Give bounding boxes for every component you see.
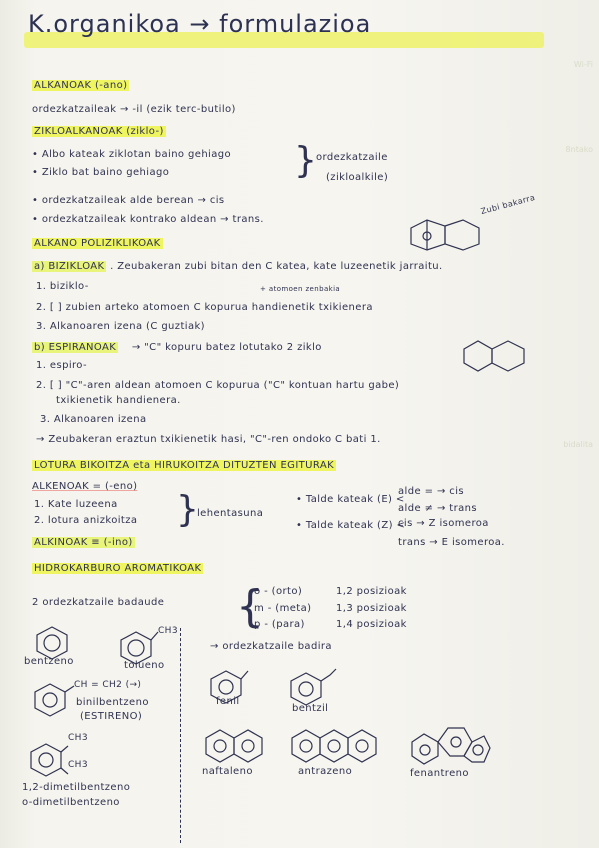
isomer-rule: • Talde kateak (E) < xyxy=(296,494,405,505)
styrene-arrow: (→) xyxy=(125,680,142,690)
section-lotura xyxy=(32,460,336,471)
naphthalene-label: naftaleno xyxy=(202,766,253,777)
aromatiko-header: HIDROKARBURO AROMATIKOAK xyxy=(34,563,202,574)
phenanthrene-icon xyxy=(400,722,490,766)
styrene-formula xyxy=(74,680,141,690)
spiro-structure-icon xyxy=(458,335,548,371)
anthracene-icon xyxy=(292,728,380,764)
ch3-label: CH3 xyxy=(68,733,88,743)
ghost-text: 8ntako xyxy=(565,145,593,154)
isomer-rule: cis → Z isomeroa xyxy=(398,518,489,529)
page-title: K.organikoa → formulazioa xyxy=(28,10,372,38)
meta-positions: 1,3 posizioak xyxy=(336,603,407,614)
xylene-common: o-dimetilbentzeno xyxy=(22,797,120,808)
phenanthrene-label: fenantreno xyxy=(410,768,469,779)
bizikloak-desc: . Zeubakeran zubi bitan den C katea, kate luzeenetik jarraitu. xyxy=(110,261,443,272)
alkanoak-line: ordezkatzaileak → -il (ezik terc-butilo) xyxy=(32,104,236,115)
ghost-text: bidalita xyxy=(563,440,593,449)
bizikloak-step: 3. Alkanoaren izena (C guztiak) xyxy=(36,321,205,332)
bizikloak-step: 1. biziklo- xyxy=(36,281,89,292)
bizikloak-label: a) BIZIKLOAK xyxy=(34,261,105,272)
isomer-rule: alde = → cis xyxy=(398,486,464,497)
espiranoak-desc: → "C" kopuru batez lotutako 2 ziklo xyxy=(131,342,322,353)
alkenoak-line xyxy=(32,481,137,492)
alkanoak-header: ALKANOAK (-ano) xyxy=(34,80,128,91)
ghost-text: Wi-Fi xyxy=(573,60,593,69)
as-substituent-note: → ordezkatzaile badira xyxy=(210,641,332,652)
section-aromatiko xyxy=(32,563,203,574)
styrene-name: binilbentzeno xyxy=(76,697,149,708)
toluene-label: tolueno xyxy=(124,660,165,671)
styrene-icon xyxy=(34,680,74,716)
benzyl-label: bentzil xyxy=(292,703,329,714)
isomer-rule: • Talde kateak (Z) < xyxy=(296,520,406,531)
isomer-rule: alde ≠ → trans xyxy=(398,503,478,514)
prefix-ortho: o - (orto) xyxy=(254,586,303,597)
benzyl-icon xyxy=(290,665,340,705)
xylene-name: 1,2-dimetilbentzeno xyxy=(22,782,131,793)
disubstituted-label: 2 ordezkatzaile badaude xyxy=(32,597,165,608)
espiranoak-line xyxy=(32,342,322,353)
ziklo-bullet: • Ziklo bat baino gehiago xyxy=(32,167,170,178)
isomer-rule: trans → E isomeroa. xyxy=(398,537,505,548)
lotura-header: LOTURA BIKOITZA eta HIRUKOITZA DITUZTEN EGITURAK xyxy=(34,460,335,471)
naphthalene-icon xyxy=(206,728,266,764)
phenyl-label: fenil xyxy=(216,696,240,707)
espiranoak-step: txikienetik handienera. xyxy=(56,395,181,406)
section-zikloalkanoak xyxy=(32,126,166,137)
espiranoak-step: 2. [ ] "C"-aren aldean atomoen C kopurua ("C" kontuan hartu gabe) xyxy=(36,380,400,391)
ziklo-bullet: • Albo kateak ziklotan baino gehiago xyxy=(32,149,232,160)
anthracene-label: antrazeno xyxy=(298,766,353,777)
ziklo-bullet: • ordezkatzaileak kontrako aldean → trans. xyxy=(32,214,264,225)
xylene-icon xyxy=(30,738,70,778)
ring-note: Zubi bakarra xyxy=(479,192,537,217)
toluene-icon xyxy=(118,628,158,664)
espiranoak-label: b) ESPIRANOAK xyxy=(34,342,117,353)
bicyclic-structure-icon xyxy=(405,212,495,252)
alkinoak-label: ALKINOAK ≡ (-ino) xyxy=(34,537,133,548)
bizikloak-line xyxy=(32,261,443,272)
espiranoak-step: → Zeubakeran eraztun txikienetik hasi, "C"-ren ondoko C bati 1. xyxy=(36,434,381,445)
zikloalkanoak-header: ZIKLOALKANOAK (ziklo-) xyxy=(34,126,164,137)
side-note: + atomoen zenbakia xyxy=(260,285,341,293)
divider xyxy=(180,628,181,843)
ziklo-bullet: • ordezkatzaileak alde berean → cis xyxy=(32,195,225,206)
ortho-positions: 1,2 posizioak xyxy=(336,586,407,597)
bizikloak-step: 2. [ ] zubien arteko atomoen C kopurua handienetik txikienera xyxy=(36,302,373,313)
brace: } xyxy=(176,489,199,530)
styrene-group: CH = CH2 xyxy=(74,680,123,690)
alkenoak-label: ALKENOAK = (-eno) xyxy=(32,481,138,492)
brace: } xyxy=(294,140,317,181)
brace: { xyxy=(236,581,264,632)
alkeno-step: 2. lotura anizkoitza xyxy=(34,515,138,526)
alkinoak-line xyxy=(32,537,135,548)
polizikliko-header: ALKANO POLIZIKLIKOAK xyxy=(34,238,161,249)
ch3-label: CH3 xyxy=(158,626,178,636)
prefix-para: p - (para) xyxy=(254,619,305,630)
brace-label: lehentasuna xyxy=(197,508,264,519)
prefix-meta: m - (meta) xyxy=(254,603,312,614)
section-polizikliko xyxy=(32,238,163,249)
alkeno-step: 1. Kate luzeena xyxy=(34,499,118,510)
brace-label: ordezkatzaile xyxy=(316,152,388,163)
espiranoak-step: 1. espiro- xyxy=(36,360,88,371)
ch3-label: CH3 xyxy=(68,760,88,770)
brace-label: (zikloalkile) xyxy=(326,172,389,183)
para-positions: 1,4 posizioak xyxy=(336,619,407,630)
espiranoak-step: 3. Alkanoaren izena xyxy=(40,414,147,425)
section-alkanoak xyxy=(32,80,129,91)
styrene-common: (ESTIRENO) xyxy=(80,711,143,722)
benzene-label: bentzeno xyxy=(24,656,74,667)
